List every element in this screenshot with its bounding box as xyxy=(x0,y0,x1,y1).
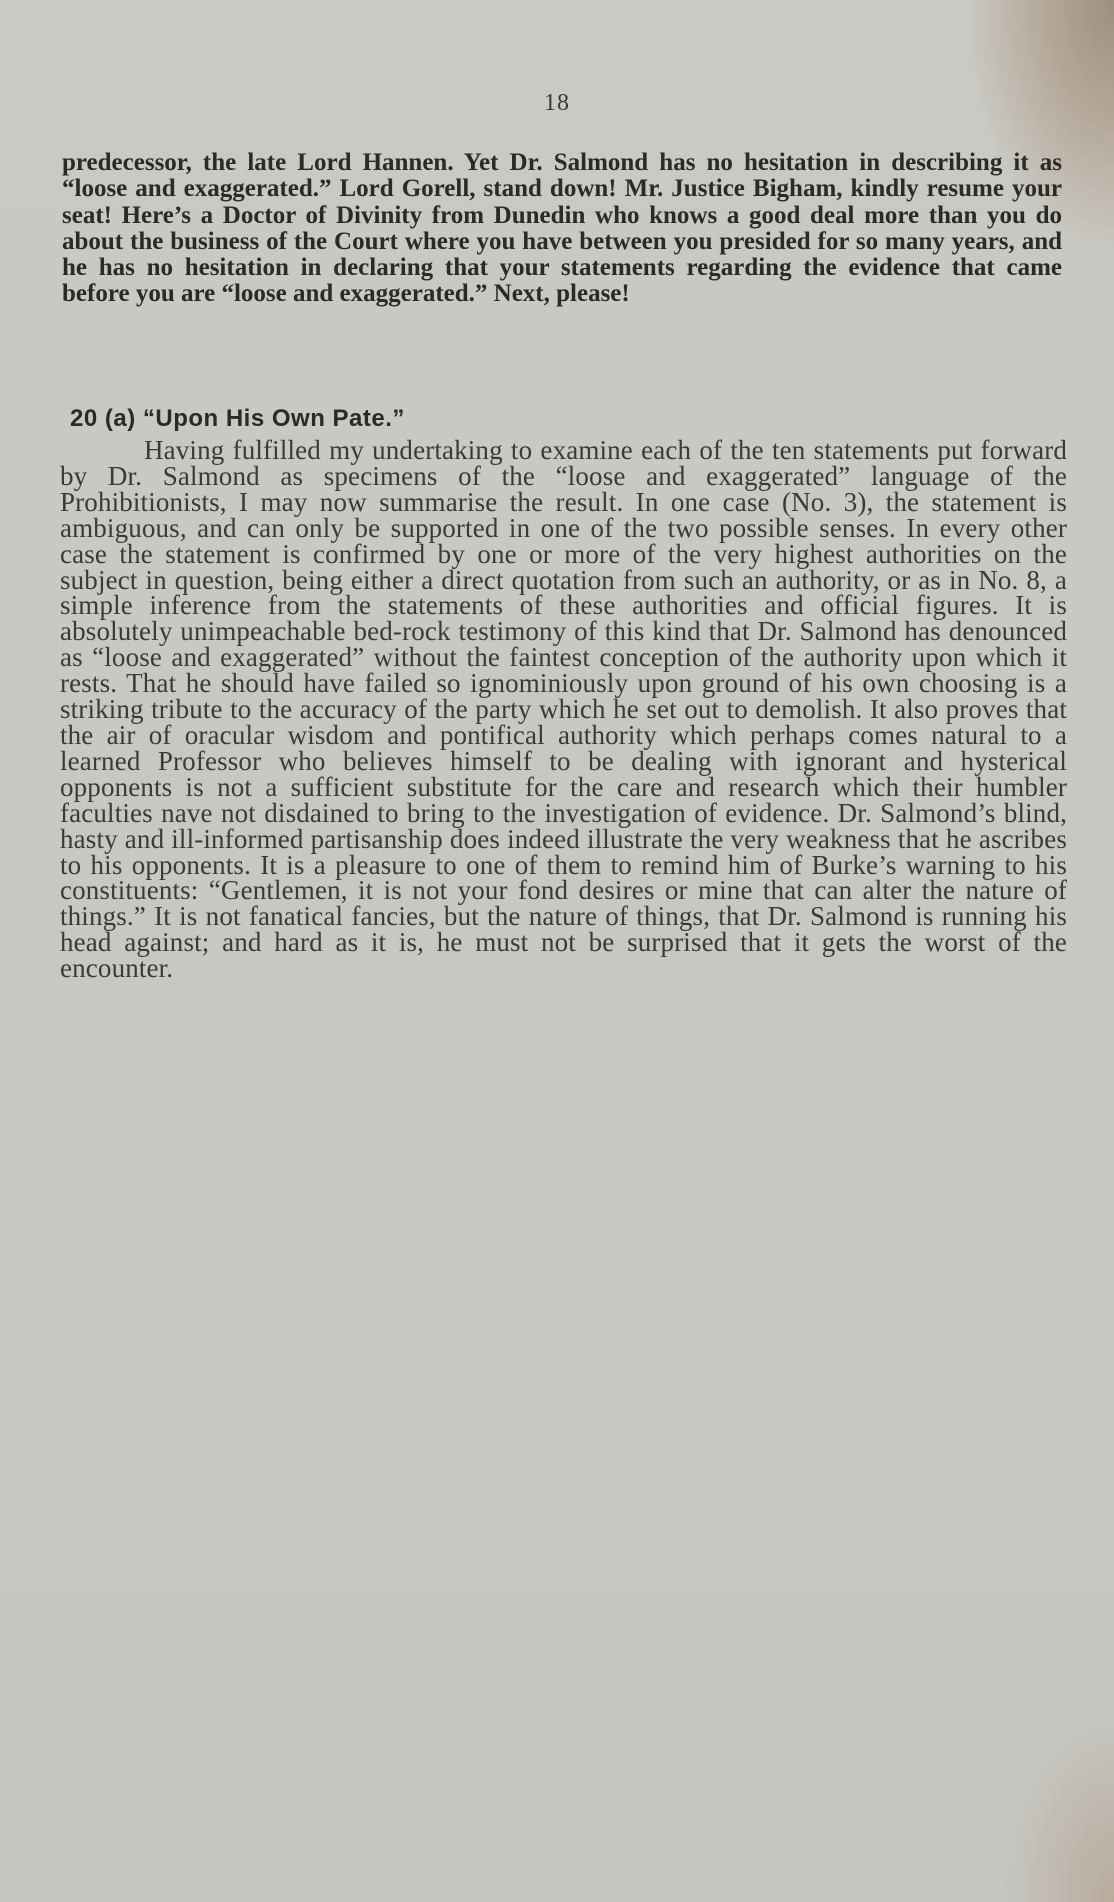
body-paragraph: Having fulfilled my undertaking to examine each of the ten statements put forward by Dr. Salmond as specimens of the “loose and exaggerated” language of the Prohibitionists, I may now summarise the result. In one case (No. 3), the statement is ambiguous, and can only be supported in one of the two possible senses. In every other case the statement is confirmed by one or more of the very highest authorities on the subject in question, being either a direct quotation from such an authority, or as in No. 8, a simple inference from the statements of these authorities and official figures. It is absolutely unimpeachable bed-rock testimony of this kind that Dr. Salmond has denounced as “loose and exaggerated” without the faintest conception of the authority upon which it rests. That he should have failed so ignominiously upon ground of his own choosing is a striking tribute to the accuracy of the party which he set out to demolish. It also proves that the air of oracular wisdom and pontifical authority which perhaps comes natural to a learned Professor who believes himself to be dealing with ignorant and hysterical opponents is not a sufficient substitute for the care and research which their humbler faculties nave not disdained to bring to the investigation of evidence. Dr. Salmond’s blind, hasty and ill-informed partisanship does indeed illustrate the very weakness that he ascribes to his opponents. It is a pleasure to one of them to remind him of Burke’s warning to his constituents: “Gentlemen, it is not your fond desires or mine that can alter the nature of things.” It is not fanatical fancies, but the nature of things, that Dr. Salmond is running his head against; and hard as it is, he must not be surprised that it gets the worst of the encounter. xyxy=(60,435,1067,984)
continuation-paragraph: predecessor, the late Lord Hannen. Yet Dr. Salmond has no hesitation in describing it as “loose and exaggerated.” Lord Gorell, stand down! Mr. Justice Bigham, kindly resume your seat! Here’s a Doctor of Divinity from Dunedin who knows a good deal more than you do about the business of the Court where you have between you presided for so many years, and he has no hesitation in declaring that your statements regarding the evidence that came before you are “loose and exaggerated.” Next, please! xyxy=(62,149,1062,308)
page-number: 18 xyxy=(544,90,570,116)
section-heading: 20 (a) “Upon His Own Pate.” xyxy=(70,405,405,432)
